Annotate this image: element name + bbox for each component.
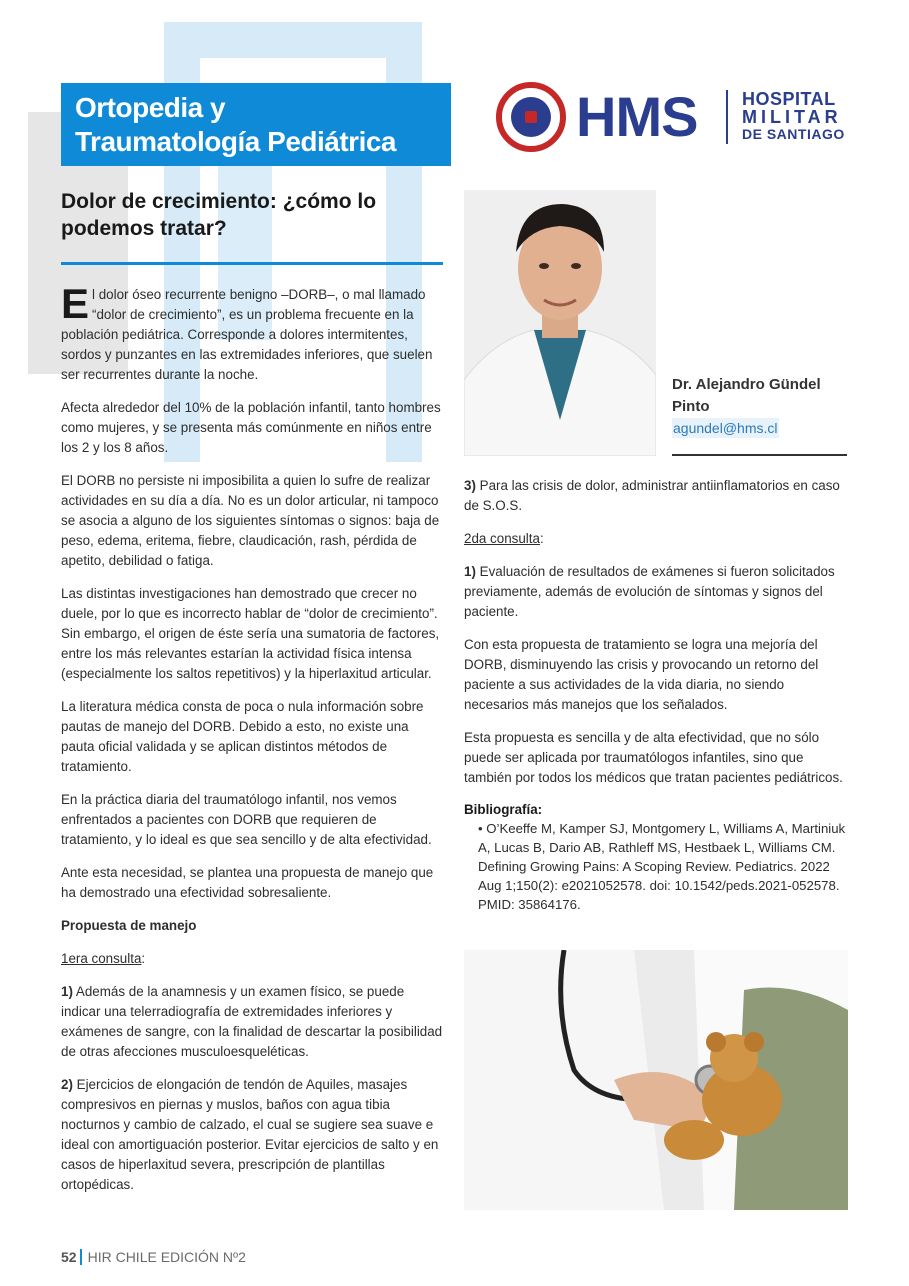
item4-number: 1) [464,564,476,579]
author-name: Dr. Alejandro Gündel Pinto [672,376,821,415]
consult1-colon: : [141,951,146,966]
author-divider [672,454,847,456]
paragraph-proposal-intro: Ante esta necesidad, se plantea una propuesta de manejo que ha demostrado una efectividad sobresaliente. [61,865,434,900]
item3-text: Para las crisis de dolor, administrar antiinflamatorios en caso de S.O.S. [464,478,840,513]
list-item [61,982,443,1062]
footer-divider [80,1249,82,1265]
page-number: 52 [61,1249,77,1265]
list-item [61,1075,443,1195]
army-seal-icon [496,82,566,152]
section-title-line1: Ortopedia y [75,92,226,123]
paragraph-intro-text: l dolor óseo recurrente benigno –DORB–, o mal llamado “dolor de crecimiento”, es un problema frecuente en la población pediátrica. Corresponde a dolores intermitentes, sordos y punzantes en las extremidades inferiores, que suelen ser recurrentes durante la noche. [61,287,433,382]
proposal-heading: Propuesta de manejo [61,918,197,933]
author-photo [464,190,656,456]
logo-line1: HOSPITAL [742,89,836,109]
logo-text [742,90,845,142]
item3-number: 3) [464,478,476,493]
section-title-banner [61,83,451,166]
hospital-logo [496,82,848,152]
logo-brand: HMS [576,85,698,148]
author-email-link[interactable]: agundel@hms.cl [673,420,778,436]
item1-text: Además de la anamnesis y un examen físico, se puede indicar una telerradiografía de extremidades inferiores y exámenes de sangre, con la finalidad de descartar la posibilidad de otras afecciones musculoesqueléticas. [61,984,443,1059]
drop-cap: E [61,280,90,327]
list-item [464,476,848,516]
paragraph-symptoms: El DORB no persiste ni imposibilita a quien lo sufre de realizar actividades en su día a día. No es un dolor articular, ni tampoco se asocia a alguno de los siguientes síntomas o signos: baja de peso, edema, eritema, fiebre, claudicación, rash, pérdida de apetito, debilidad o fatiga. [61,473,440,568]
consult2-heading [464,529,848,549]
item2-text: Ejercicios de elongación de tendón de Aquiles, masajes compresivos en piernas y muslos, baños con agua tibia nocturnos y cambio de calzado, el cual se sugiere sea suave e ideal con amortiguación posterior. Evitar ejercicios de salto y en casos de hiperlaxitud severa, prescripción de plantillas ortopédicas. [61,1077,439,1192]
page-footer [61,1248,246,1266]
bibliography-title: Bibliografía: [464,802,543,817]
paragraph-result: Con esta propuesta de tratamiento se logra una mejoría del DORB, disminuyendo las crisis y provocando un retorno del paciente a sus actividades de la vida diaria, no siendo necesarios más manejos que los señalados. [464,637,819,712]
doctor-child-photo [464,950,848,1210]
item2-number: 2) [61,1077,73,1092]
bibliography-entry: • O’Keeffe M, Kamper SJ, Montgomery L, Williams A, Martiniuk A, Lucas B, Dario AB, Rathleff MS, Hestbaek L, Williams CM. Defining Growing Pains: A Scoping Review. Pediatrics. 2022 Aug 1;150(2): e2021052578. doi: 10.1542/peds.2021-052578. PMID: 35864176. [478,821,846,912]
paragraph-practice: En la práctica diaria del traumatólogo infantil, nos vemos enfrentados a pacientes con DORB que requieren de tratamiento, y lo ideal es que sea sencillo y de alta efectividad. [61,792,432,847]
paragraph-origin: Las distintas investigaciones han demostrado que crecer no duele, por lo que es incorrecto hablar de “dolor de crecimiento”. Sin embargo, el origen de éste sería una sumatoria de factores, entre los más relevantes estarían la actividad física intensa (especialmente los saltos repetitivos) y la hiperlaxitud articular. [61,586,440,681]
headline-divider [61,262,443,265]
paragraph-intro [61,280,443,385]
article-headline: Dolor de crecimiento: ¿cómo lo podemos tratar? [61,190,377,240]
consult2-label: 2da consulta [464,531,540,546]
item1-number: 1) [61,984,73,999]
item4-text: Evaluación de resultados de exámenes si fueron solicitados previamente, además de evolución de síntomas y signos del paciente. [464,564,835,619]
publication-name: HIR CHILE EDICIÓN Nº2 [87,1249,246,1265]
paragraph-literature: La literatura médica consta de poca o nula información sobre pautas de manejo del DORB. Debido a esto, no existe una pauta oficial validada y se aplican distintos métodos de tratamiento. [61,699,424,774]
right-column [464,476,848,914]
section-title-line2: Traumatología Pediátrica [75,126,396,157]
left-column [61,280,443,1208]
logo-divider [726,90,728,144]
consult1-label: 1era consulta [61,951,142,966]
consult2-colon: : [539,531,544,546]
list-item [464,562,848,622]
logo-line2: MILITAR [742,107,842,127]
paragraph-prevalence: Afecta alrededor del 10% de la población infantil, tanto hombres como mujeres, y se presenta más comúnmente en niños entre los 2 y los 8 años. [61,400,441,455]
consult1-heading [61,949,443,969]
paragraph-simple: Esta propuesta es sencilla y de alta efectividad, que no sólo puede ser aplicada por traumatólogos infantiles, sino que también por todos los médicos que tratan pacientes pediátricos. [464,730,843,785]
logo-line3: DE SANTIAGO [742,126,845,142]
